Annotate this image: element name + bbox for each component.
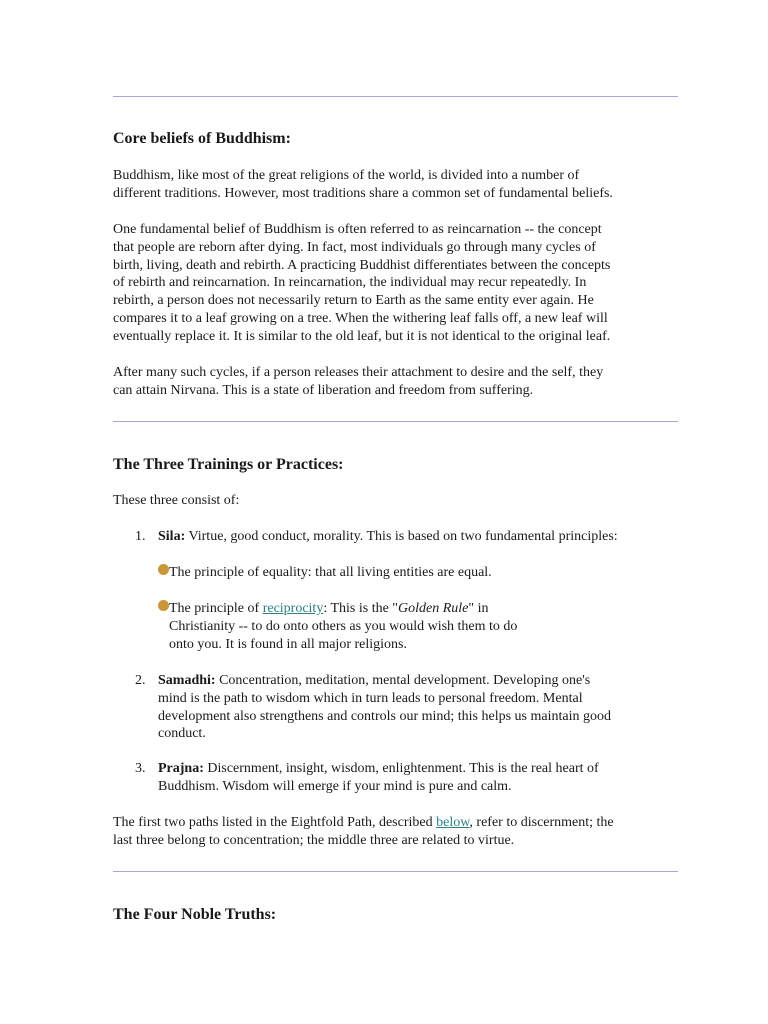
- term-sila: Sila:: [158, 529, 186, 544]
- list-item-sila: Sila: Virtue, good conduct, morality. This is based on two fundamental principles:: [158, 529, 618, 544]
- term-samadhi: Samadhi:: [158, 673, 216, 688]
- below-link[interactable]: below: [436, 815, 470, 830]
- paragraph-intro-trainings: These three consist of:: [113, 493, 240, 508]
- horizontal-rule: [113, 421, 678, 422]
- list-number: 2.: [135, 673, 146, 688]
- term-prajna: Prajna:: [158, 761, 204, 776]
- bullet-item-equality: The principle of equality: that all living entities are equal.: [169, 565, 492, 580]
- section-heading-four-truths: The Four Noble Truths:: [113, 906, 277, 923]
- paragraph-eightfold: The first two paths listed in the Eightfold Path, described below, refer to discernment; the last three belong to concentration; the middle three are related to virtue.: [113, 815, 614, 848]
- reciprocity-link[interactable]: reciprocity: [262, 601, 324, 616]
- bullet-icon: [158, 564, 169, 575]
- list-number: 1.: [135, 529, 146, 544]
- bullet-icon: [158, 600, 169, 611]
- horizontal-rule: [113, 871, 678, 872]
- paragraph-intro: Buddhism, like most of the great religions of the world, is divided into a number of different traditions. However, most traditions share a common set of fundamental beliefs.: [113, 168, 613, 201]
- paragraph-reincarnation: One fundamental belief of Buddhism is often referred to as reincarnation -- the concept that people are reborn after dying. In fact, most individuals go through many cycles of birth, living, death and rebirth. A practicing Buddhist differentiates between the concepts of rebirth and reincarnation. In reincarnation, the individual may recur repeatedly. In rebirth, a person does not necessarily return to Earth as the same entity ever again. He compares it to a leaf growing on a tree. When the withering leaf falls off, a new leaf will eventually replace it. It is similar to the old leaf, but it is not identical to the original leaf.: [113, 222, 611, 344]
- horizontal-rule: [113, 96, 678, 97]
- paragraph-nirvana: After many such cycles, if a person releases their attachment to desire and the self, they can attain Nirvana. This is a state of liberation and freedom from suffering.: [113, 365, 604, 398]
- bullet-item-reciprocity: The principle of reciprocity: This is the "Golden Rule" in Christianity -- to do onto others as you would wish them to do onto you. It is found in all major religions.: [169, 601, 518, 652]
- list-item-prajna: Prajna: Discernment, insight, wisdom, enlightenment. This is the real heart of Buddhism. Wisdom will emerge if your mind is pure and calm.: [158, 761, 599, 794]
- section-heading-core-beliefs: Core beliefs of Buddhism:: [113, 130, 291, 147]
- list-number: 3.: [135, 761, 146, 776]
- section-heading-three-trainings: The Three Trainings or Practices:: [113, 456, 344, 473]
- list-item-samadhi: Samadhi: Concentration, meditation, mental development. Developing one's mind is the path to wisdom which in turn leads to personal freedom. Mental development also strengthens and controls our mind; this helps us maintain good conduct.: [158, 673, 611, 742]
